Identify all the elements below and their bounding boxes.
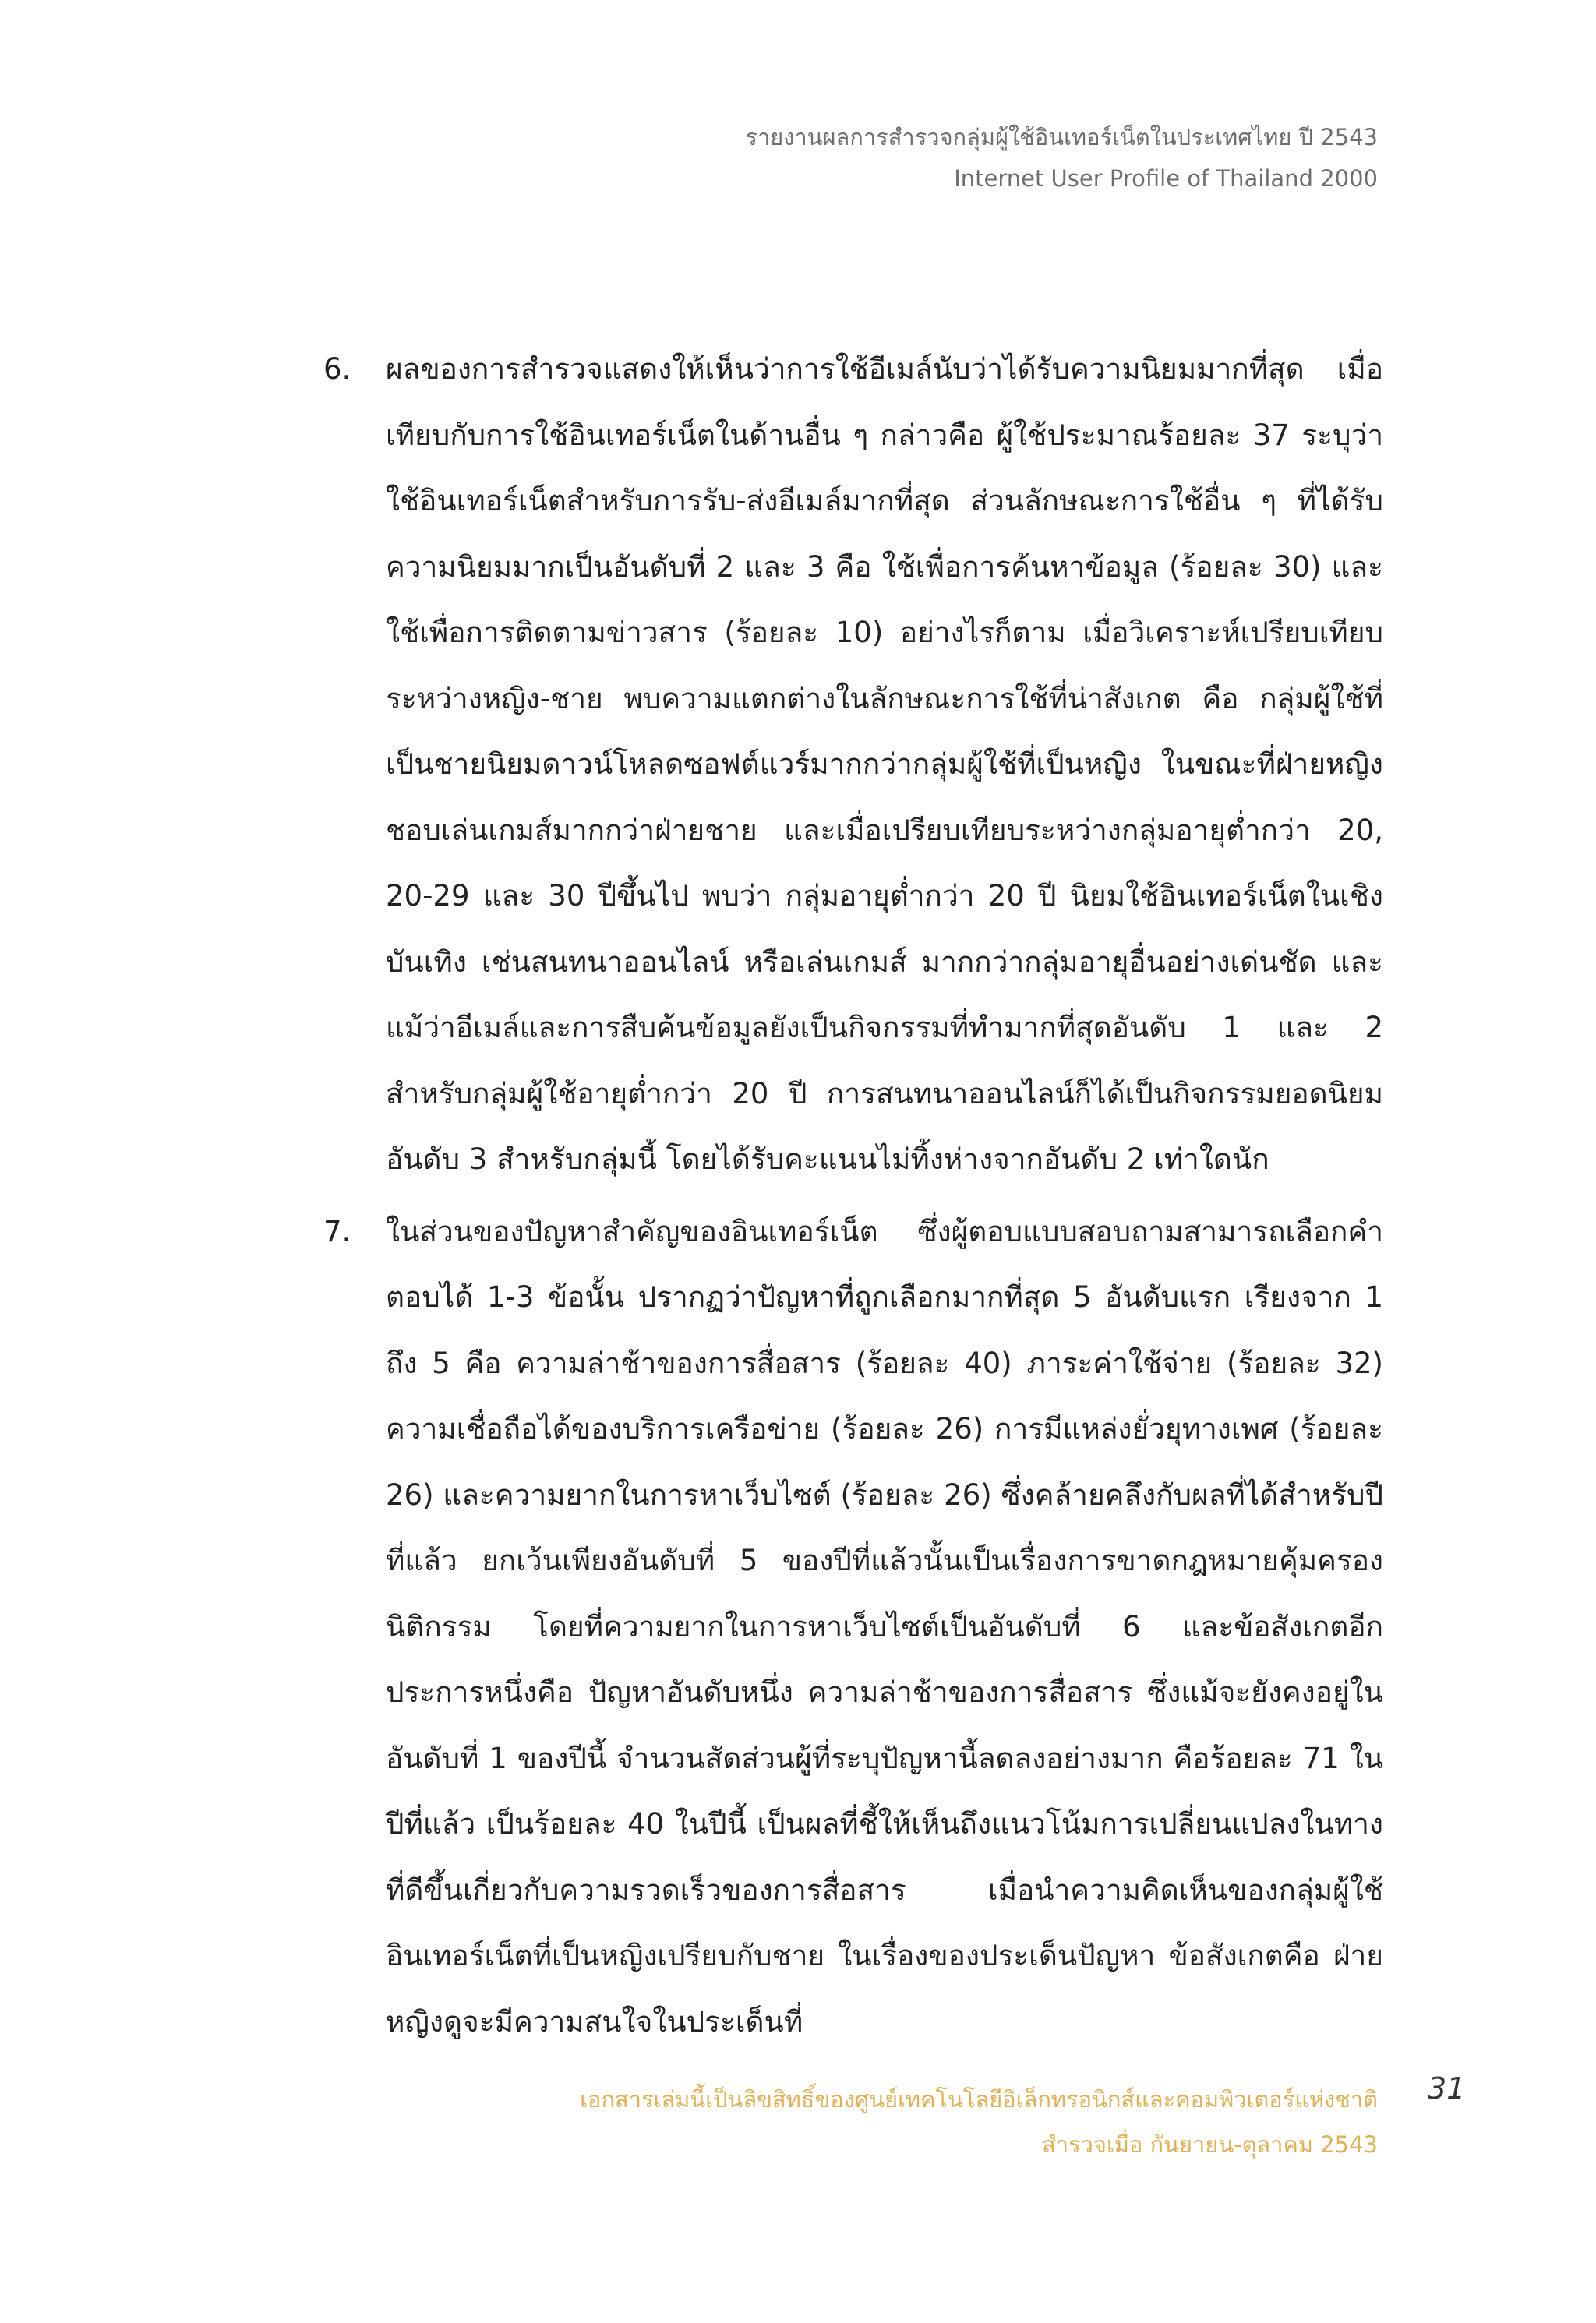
running-header — [745, 117, 1378, 199]
paragraph-number: 6. — [323, 352, 351, 386]
running-footer — [580, 2077, 1378, 2167]
header-title-english: Internet User Profile of Thailand 2000 — [954, 165, 1378, 192]
header-title-thai: รายงานผลการสำรวจกลุ่มผู้ใช้อินเทอร์เน็ตในประเทศไทย ปี 2543 — [745, 124, 1378, 150]
numbered-paragraph-6 — [323, 337, 1383, 1193]
numbered-paragraph-7 — [323, 1199, 1383, 2056]
paragraph-text: ในส่วนของปัญหาสำคัญของอินเทอร์เน็ต ซึ่งผู้ตอบแบบสอบถามสามารถเลือกคำตอบได้ 1-3 ข้อนั้น ปรากฏว่าปัญหาที่ถูกเลือกมากที่สุด 5 อันดับแรก เรียงจาก 1 ถึง 5 คือ ความล่าช้าของการสื่อสาร (ร้อยละ 40) ภาระค่าใช้จ่าย (ร้อยละ 32) ความเชื่อถือได้ของบริการเครือข่าย (ร้อยละ 26) การมีแหล่งยั่วยุทางเพศ (ร้อยละ 26) และความยากในการหาเว็บไซต์ (ร้อยละ 26) ซึ่งคล้ายคลึงกับผลที่ได้สำหรับปีที่แล้ว ยกเว้นเพียงอันดับที่ 5 ของปีที่แล้วนั้นเป็นเรื่องการขาดกฎหมายคุ้มครองนิติกรรม โดยที่ความยากในการหาเว็บไซต์เป็นอันดับที่ 6 และข้อสังเกตอีกประการหนึ่งคือ ปัญหาอันดับหนึ่ง ความล่าช้าของการสื่อสาร ซึ่งแม้จะยังคงอยู่ในอันดับที่ 1 ของปีนี้ จำนวนสัดส่วนผู้ที่ระบุปัญหานี้ลดลงอย่างมาก คือร้อยละ 71 ในปีที่แล้ว เป็นร้อยละ 40 ในปีนี้ เป็นผลที่ชี้ให้เห็นถึงแนวโน้มการเปลี่ยนแปลงในทางที่ดีขึ้นเกี่ยวกับความรวดเร็วของการสื่อสาร เมื่อนำความคิดเห็นของกลุ่มผู้ใช้อินเทอร์เน็ตที่เป็นหญิงเปรียบกับชาย ในเรื่องของประเด็นปัญหา ข้อสังเกตคือ ฝ่ายหญิงดูจะมีความสนใจในประเด็นที่ — [386, 1214, 1383, 2039]
page-number: 31 — [1428, 2071, 1466, 2106]
paragraph-number: 7. — [323, 1214, 351, 1248]
survey-date: สำรวจเมื่อ กันยายน-ตุลาคม 2543 — [1042, 2131, 1378, 2158]
copyright-notice: เอกสารเล่มนี้เป็นลิขสิทธิ์ของศูนย์เทคโนโลยีอิเล็กทรอนิกส์และคอมพิวเตอร์แห่งชาติ — [580, 2086, 1378, 2113]
paragraph-text: ผลของการสำรวจแสดงให้เห็นว่าการใช้อีเมล์นับว่าได้รับความนิยมมากที่สุด เมื่อเทียบกับการใช้อินเทอร์เน็ตในด้านอื่น ๆ กล่าวคือ ผู้ใช้ประมาณร้อยละ 37 ระบุว่าใช้อินเทอร์เน็ตสำหรับการรับ-ส่งอีเมล์มากที่สุด ส่วนลักษณะการใช้อื่น ๆ ที่ได้รับความนิยมมากเป็นอันดับที่ 2 และ 3 คือ ใช้เพื่อการค้นหาข้อมูล (ร้อยละ 30) และใช้เพื่อการติดตามข่าวสาร (ร้อยละ 10) อย่างไรก็ตาม เมื่อวิเคราะห์เปรียบเทียบระหว่างหญิง-ชาย พบความแตกต่างในลักษณะการใช้ที่น่าสังเกต คือ กลุ่มผู้ใช้ที่เป็นชายนิยมดาวน์โหลดซอฟต์แวร์มากกว่ากลุ่มผู้ใช้ที่เป็นหญิง ในขณะที่ฝ่ายหญิงชอบเล่นเกมส์มากกว่าฝ่ายชาย และเมื่อเปรียบเทียบระหว่างกลุ่มอายุต่ำกว่า 20, 20-29 และ 30 ปีขึ้นไป พบว่า กลุ่มอายุต่ำกว่า 20 ปี นิยมใช้อินเทอร์เน็ตในเชิงบันเทิง เช่นสนทนาออนไลน์ หรือเล่นเกมส์ มากกว่ากลุ่มอายุอื่นอย่างเด่นชัด และแม้ว่าอีเมล์และการสืบค้นข้อมูลยังเป็นกิจกรรมที่ทำมากที่สุดอันดับ 1 และ 2 สำหรับกลุ่มผู้ใช้อายุต่ำกว่า 20 ปี การสนทนาออนไลน์ก็ได้เป็นกิจกรรมยอดนิยมอันดับ 3 สำหรับกลุ่มนี้ โดยได้รับคะแนนไม่ทิ้งห่างจากอันดับ 2 เท่าใดนัก — [386, 352, 1383, 1176]
body-content — [323, 337, 1383, 2055]
